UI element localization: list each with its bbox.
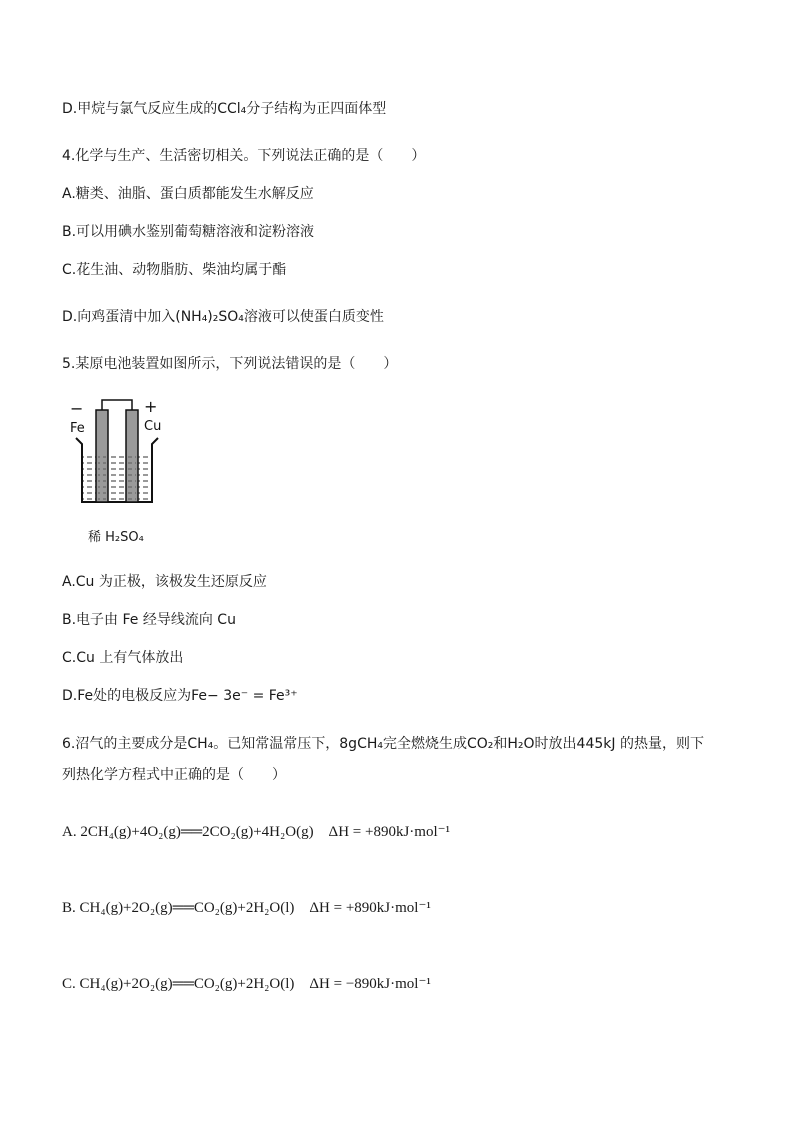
q6-option-b: B. CH₄(g)+2O₂(g)══CO₂(g)+2H₂O(l) ΔH = +890kJ·mol⁻¹ <box>62 900 431 916</box>
q5-option-a: A.Cu 为正极，该极发生还原反应 <box>62 574 267 590</box>
q6-stem-line2: 列热化学方程式中正确的是（ ） <box>62 767 286 783</box>
positive-sign: + <box>144 397 158 416</box>
figure-caption: 稀 H₂SO₄ <box>88 530 144 545</box>
q6-option-c: C. CH₄(g)+2O₂(g)══CO₂(g)+2H₂O(l) ΔH = −890kJ·mol⁻¹ <box>62 976 431 992</box>
cu-label: Cu <box>144 419 162 434</box>
q3-option-d: D.甲烷与氯气反应生成的CCl₄分子结构为正四面体型 <box>62 101 387 117</box>
electrolyte-solution <box>82 456 152 502</box>
q4-option-a: A.糖类、油脂、蛋白质都能发生水解反应 <box>62 186 314 202</box>
q4-option-d: D.向鸡蛋清中加入(NH₄)₂SO₄溶液可以使蛋白质变性 <box>62 309 384 325</box>
negative-sign: − <box>70 399 84 418</box>
q5-stem: 5.某原电池装置如图所示，下列说法错误的是（ ） <box>62 356 398 372</box>
q5-option-d: D.Fe处的电极反应为Fe− 3e⁻ = Fe³⁺ <box>62 688 298 704</box>
q5-option-c: C.Cu 上有气体放出 <box>62 650 184 666</box>
q6-option-a: A. 2CH₄(g)+4O₂(g)══2CO₂(g)+4H₂O(g) ΔH = +890kJ·mol⁻¹ <box>62 824 451 840</box>
galvanic-cell-diagram <box>62 394 172 529</box>
q4-option-b: B.可以用碘水鉴别葡萄糖溶液和淀粉溶液 <box>62 224 315 240</box>
fe-label: Fe <box>70 421 85 436</box>
q4-stem: 4.化学与生产、生活密切相关。下列说法正确的是（ ） <box>62 148 426 164</box>
q6-stem-line1: 6.沼气的主要成分是CH₄。已知常温常压下，8gCH₄完全燃烧生成CO₂和H₂O时放出445kJ 的热量，则下 <box>62 736 704 752</box>
q5-option-b: B.电子由 Fe 经导线流向 Cu <box>62 612 236 628</box>
q4-option-c: C.花生油、动物脂肪、柴油均属于酯 <box>62 262 287 278</box>
